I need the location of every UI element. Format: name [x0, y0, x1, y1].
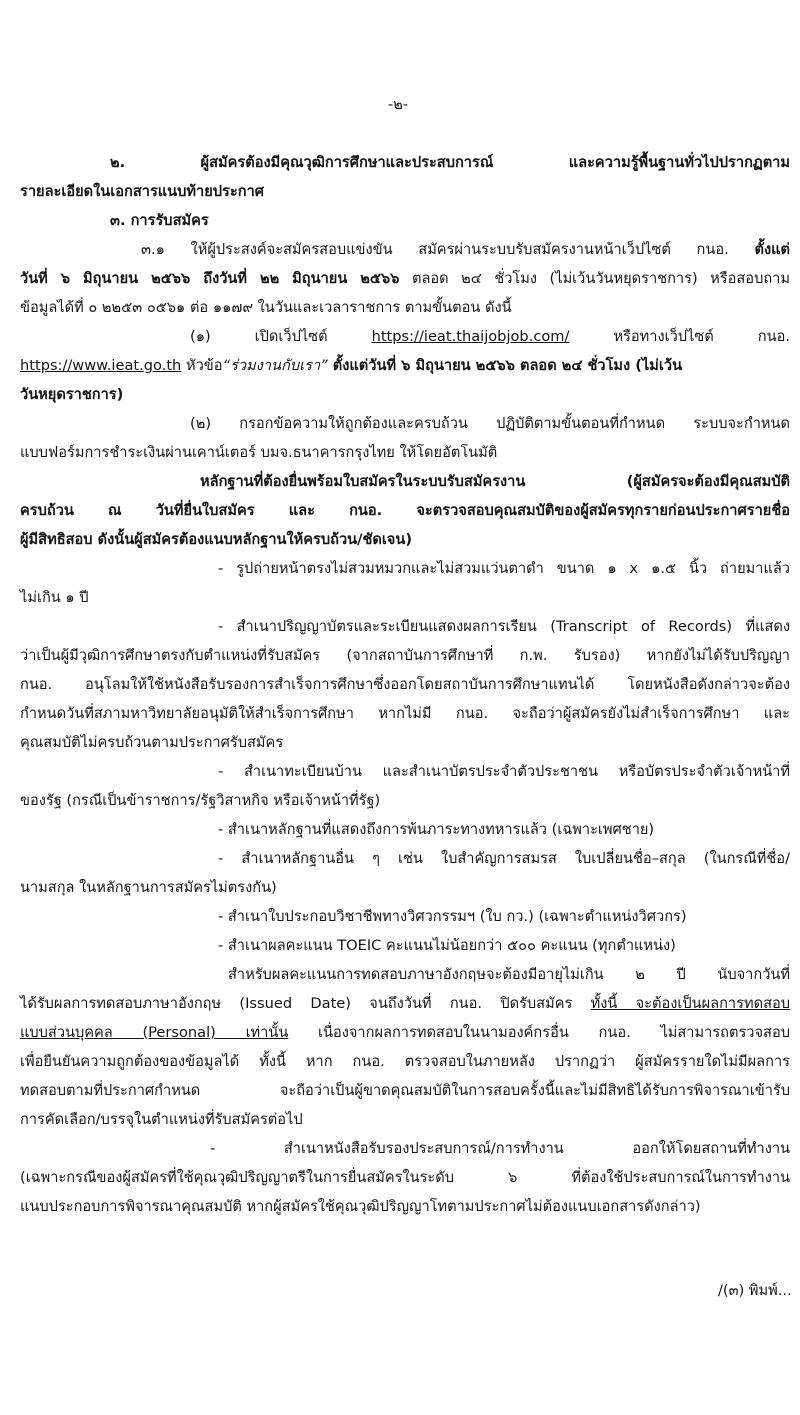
step-1-line-1: [190, 327, 790, 347]
evidence-line-1: หลักฐานที่ต้องยื่นพร้อมใบสมัครในระบบรับสมัครงาน (ผู้สมัครจะต้องมีคุณสมบัติ: [200, 473, 790, 490]
step-1-period: ตั้งแต่วันที่ ๖ มิถุนายน ๒๕๖๖ ตลอด ๒๔ ชั่วโมง (ไม่เว้น: [327, 357, 683, 374]
item-other-line-1: - สำเนาหลักฐานอื่น ๆ เช่น ใบสำคัญการสมรส ใบเปลี่ยนชื่อ–สกุล (ในกรณีที่ชื่อ/: [218, 850, 790, 867]
section-2-line-1: ๒. ผู้สมัครต้องมีคุณวุฒิการศึกษาและประสบการณ์ และความรู้พื้นฐานทั่วไปปรากฏตาม: [110, 154, 790, 171]
english-line-2: [20, 994, 790, 1014]
item-experience-line-2: (เฉพาะกรณีของผู้สมัครที่ใช้คุณวุฒิปริญญาตรีในการยื่นสมัครในระดับ ๖ ที่ต้องใช้ประสบการณ์ในการทำงาน: [20, 1169, 790, 1186]
item-photo-line-2: ไม่เกิน ๑ ปี: [20, 589, 89, 606]
step-2-line-2: แบบฟอร์มการชำระเงินผ่านเคาน์เตอร์ บมจ.ธนาคารกรุงไทย ให้โดยอัตโนมัติ: [20, 444, 498, 461]
english-issued-date: ได้รับผลการทดสอบภาษาอังกฤษ (Issued Date) จนถึงวันที่ กนอ. ปิดรับสมัคร: [20, 995, 591, 1012]
english-line-4: เพื่อยืนยันความถูกต้องของข้อมูลได้ ทั้งนี้ หาก กนอ. ตรวจสอบในภายหลัง ปรากฏว่า ผู้สมัครรายใดไม่มีผลการ: [20, 1053, 790, 1070]
clause-3-1-line-2: [20, 269, 790, 289]
english-personal-requirement: ทั้งนี้ จะต้องเป็นผลการทดสอบ: [590, 995, 791, 1012]
item-degree-line-4: กำหนดวันที่สภามหาวิทยาลัยอนุมัติให้สำเร็จการศึกษา หากไม่มี กนอ. จะถือว่าผู้สมัครยังไม่สำเร็จการศึกษา และ: [20, 705, 790, 722]
item-photo-line-1: - รูปถ่ายหน้าตรงไม่สวมหมวกและไม่สวมแว่นตาดำ ขนาด ๑ x ๑.๕ นิ้ว ถ่ายมาแล้ว: [218, 560, 790, 577]
item-experience-line-3: แนบประกอบการพิจารณาคุณสมบัติ หากผู้สมัครใช้คุณวุฒิปริญญาโทตามประกาศไม่ต้องแนบเอกสารดังกล่าว): [20, 1198, 701, 1215]
english-line-5: ทดสอบตามที่ประกาศกำหนด จะถือว่าเป็นผู้ขาดคุณสมบัติในการสอบครั้งนี้และไม่มีสิทธิได้รับการพิจารณาเข้ารับ: [20, 1082, 790, 1099]
step-2-line-1: (๒) กรอกข้อความให้ถูกต้องและครบถ้วน ปฏิบัติตามขั้นตอนที่กำหนด ระบบจะกำหนด: [190, 415, 790, 432]
item-degree-line-5: คุณสมบัติไม่ครบถ้วนตามประกาศรับสมัคร: [20, 734, 284, 751]
item-degree-line-3: กนอ. อนุโลมให้ใช้หนังสือรับรองการสำเร็จการศึกษาซึ่งออกโดยสถาบันการศึกษาแทนได้ โดยหนังสือดังกล่าวจะต้อง: [20, 676, 790, 693]
clause-3-1-line-3: ข้อมูลได้ที่ ๐ ๒๒๕๓ ๐๕๖๑ ต่อ ๑๑๗๙ ในวันและเวลาราชการ ตามขั้นตอน ดังนี้: [20, 299, 512, 316]
evidence-line-3: ผู้มีสิทธิสอบ ดังนั้นผู้สมัครต้องแนบหลักฐานให้ครบถ้วน/ชัดเจน): [20, 531, 413, 548]
item-house-line-2: ของรัฐ (กรณีเป็นข้าราชการ/รัฐวิสาหกิจ หรือเจ้าหน้าที่รัฐ): [20, 792, 381, 809]
continued-next-page: /(๓) พิมพ์...: [718, 1282, 792, 1299]
english-line-3: [20, 1023, 790, 1043]
item-toeic: - สำเนาผลคะแนน TOEIC คะแนนไม่น้อยกว่า ๕๐๐ คะแนน (ทุกตำแหน่ง): [218, 937, 676, 954]
page-number: -๒-: [388, 96, 409, 113]
english-line-6: การคัดเลือก/บรรจุในตำแหน่งที่รับสมัครต่อไป: [20, 1111, 303, 1128]
evidence-line-2: ครบถ้วน ณ วันที่ยื่นใบสมัคร และ กนอ. จะตรวจสอบคุณสมบัติของผู้สมัครทุกรายก่อนประกาศรายชื่อ: [20, 502, 790, 519]
step-1-line-3: วันหยุดราชการ): [20, 386, 124, 403]
clause-3-1-line-1: [141, 240, 790, 260]
step-1-prefix: (๑) เปิดเว็ปไซต์: [190, 328, 328, 345]
application-hours: ตลอด ๒๔ ชั่วโมง (ไม่เว้นวันหยุดราชการ) หรือสอบถาม: [399, 270, 790, 287]
english-reason: เนื่องจากผลการทดสอบในนามองค์กรอื่น กนอ. ไม่สามารถตรวจสอบ: [288, 1024, 790, 1041]
section-2-line-2: รายละเอียดในเอกสารแนบท้ายประกาศ: [20, 183, 265, 200]
section-3-heading: ๓. การรับสมัคร: [110, 212, 209, 229]
clause-3-1-from: ตั้งแต่: [754, 241, 790, 258]
english-line-1: สำหรับผลคะแนนการทดสอบภาษาอังกฤษจะต้องมีอายุไม่เกิน ๒ ปี นับจากวันที่: [228, 966, 790, 983]
ieat-website-link[interactable]: https://www.ieat.go.th: [20, 357, 182, 374]
item-degree-line-1: - สำเนาปริญญาบัตรและระเบียนแสดงผลการเรียน (Transcript of Records) ที่แสดง: [218, 618, 790, 635]
english-personal-only: แบบส่วนบุคคล (Personal) เท่านั้น: [20, 1024, 289, 1041]
item-experience-line-1: - สำเนาหนังสือรับรองประสบการณ์/การทำงาน ออกให้โดยสถานที่ทำงาน: [210, 1140, 790, 1157]
step-1-line-2: [20, 356, 682, 376]
step-1-topic: หัวข้อ: [181, 357, 223, 374]
item-degree-line-2: ว่าเป็นผู้มีวุฒิการศึกษาตรงกับตำแหน่งที่รับสมัคร (จากสถาบันการศึกษาที่ ก.พ. รับรอง) หากยังไม่ได้รับปริญญา: [20, 647, 790, 664]
step-1-mid: หรือทางเว็ปไซต์ กนอ.: [613, 328, 790, 345]
thaijobjob-link[interactable]: https://ieat.thaijobjob.com/: [371, 328, 570, 345]
item-house-line-1: - สำเนาทะเบียนบ้าน และสำเนาบัตรประจำตัวประชาชน หรือบัตรประจำตัวเจ้าหน้าที่: [218, 763, 790, 780]
application-period: วันที่ ๖ มิถุนายน ๒๕๖๖ ถึงวันที่ ๒๒ มิถุนายน ๒๕๖๖: [20, 270, 400, 287]
clause-3-1-text: ๓.๑ ให้ผู้ประสงค์จะสมัครสอบแข่งขัน สมัครผ่านระบบรับสมัครงานหน้าเว็ปไซต์ กนอ.: [141, 241, 755, 258]
step-1-topic-name: “ร่วมงานกับเรา”: [222, 357, 328, 374]
item-other-line-2: นามสกุล ในหลักฐานการสมัครไม่ตรงกัน): [20, 879, 277, 896]
item-license: - สำเนาใบประกอบวิชาชีพทางวิศวกรรมฯ (ใบ กว.) (เฉพาะตำแหน่งวิศวกร): [218, 908, 687, 925]
item-military: - สำเนาหลักฐานที่แสดงถึงการพ้นภาระทางทหารแล้ว (เฉพาะเพศชาย): [218, 821, 655, 838]
